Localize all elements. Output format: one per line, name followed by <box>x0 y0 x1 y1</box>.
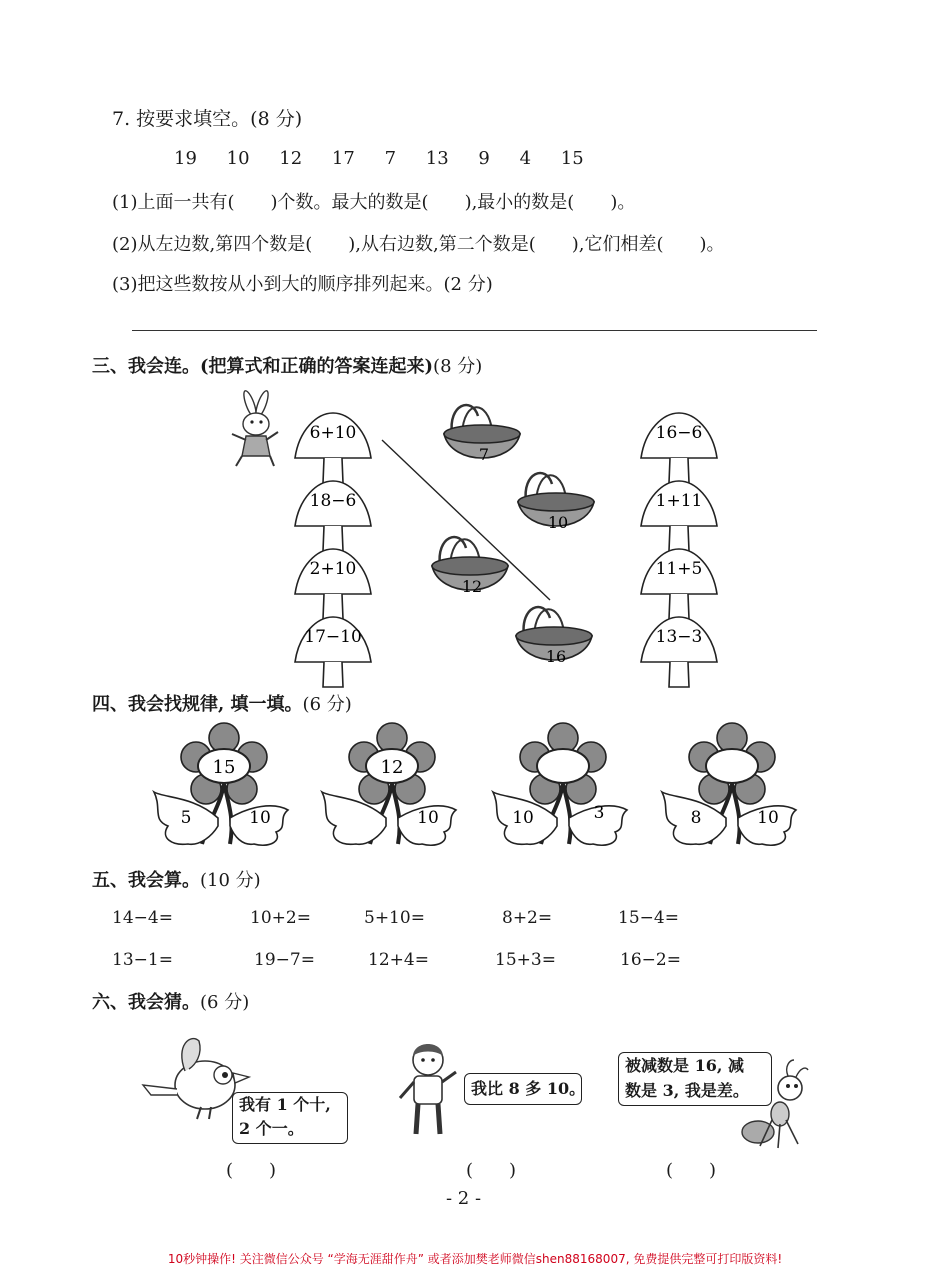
svg-text:18−6: 18−6 <box>309 491 357 511</box>
calc-item: 8+2= <box>502 908 553 928</box>
calc-item: 12+4= <box>368 950 429 970</box>
svg-text:8: 8 <box>690 808 702 828</box>
svg-text:12: 12 <box>461 577 483 596</box>
boy-icon <box>400 1044 456 1134</box>
right-mushroom[interactable] <box>641 549 717 619</box>
svg-text:12: 12 <box>380 757 404 778</box>
calc-item: 14−4= <box>112 908 173 928</box>
answer-basket[interactable] <box>518 473 594 532</box>
calc-item: 15−4= <box>618 908 679 928</box>
number-item: 4 <box>519 148 532 169</box>
svg-text:10: 10 <box>512 808 534 828</box>
left-mushroom[interactable] <box>295 413 371 483</box>
number-item: 19 <box>174 148 197 169</box>
question-7-title: 7. 按要求填空。(8 分) <box>112 108 303 130</box>
calc-item: 13−1= <box>112 950 173 970</box>
svg-text:10: 10 <box>417 808 439 828</box>
left-mushroom[interactable] <box>295 481 371 551</box>
calc-item: 19−7= <box>254 950 315 970</box>
svg-text:1+11: 1+11 <box>655 491 703 511</box>
right-mushroom[interactable] <box>641 617 717 687</box>
svg-text:16−6: 16−6 <box>655 423 703 443</box>
svg-text:6+10: 6+10 <box>309 423 357 443</box>
right-mushroom[interactable] <box>641 413 717 483</box>
answer-basket[interactable] <box>432 537 508 596</box>
number-item: 12 <box>279 148 303 169</box>
flower-puzzle[interactable] <box>662 723 796 845</box>
svg-text:13−3: 13−3 <box>655 627 703 647</box>
svg-text:15: 15 <box>212 757 236 778</box>
answer-blank[interactable]: ( ) <box>226 1160 277 1181</box>
section-3-title: 三、我会连。(把算式和正确的答案连起来)(8 分) <box>92 356 483 377</box>
rabbit-icon <box>232 389 278 466</box>
flower-puzzle[interactable] <box>493 723 627 845</box>
right-mushroom[interactable] <box>641 481 717 551</box>
svg-text:7: 7 <box>478 445 490 464</box>
page-number: - 2 - <box>446 1188 482 1209</box>
q7-sub2: (2)从左边数,第四个数是( ),从右边数,第二个数是( ),它们相差( )。 <box>112 234 725 255</box>
calc-item: 16−2= <box>620 950 681 970</box>
svg-text:10: 10 <box>757 808 779 828</box>
svg-text:3: 3 <box>593 803 605 823</box>
footer-notice: 10秒钟操作! 关注微信公众号 “学海无涯甜作舟” 或者添加樊老师微信shen88168007, 免费提供完整可打印版资料! <box>167 1252 783 1266</box>
svg-text:11+5: 11+5 <box>655 559 703 579</box>
svg-text:10: 10 <box>249 808 271 828</box>
flower-puzzle[interactable] <box>322 723 456 845</box>
answer-blank[interactable]: ( ) <box>466 1160 517 1181</box>
ant-speech-bubble: 被减数是 16, 减 数是 3, 我是差。 <box>618 1052 772 1106</box>
answer-basket[interactable] <box>516 607 592 666</box>
calc-item: 5+10= <box>364 908 425 928</box>
svg-text:17−10: 17−10 <box>304 627 362 647</box>
calc-item: 10+2= <box>250 908 311 928</box>
section-5-title: 五、我会算。(10 分) <box>92 870 261 891</box>
svg-text:10: 10 <box>547 513 569 532</box>
bird-speech-bubble: 我有 1 个十, 2 个一。 <box>232 1092 348 1144</box>
answer-blank[interactable]: ( ) <box>666 1160 717 1181</box>
svg-text:5: 5 <box>180 808 192 828</box>
section-6-title: 六、我会猜。(6 分) <box>92 992 250 1013</box>
number-item: 9 <box>478 148 490 169</box>
left-mushroom[interactable] <box>295 617 371 687</box>
number-item: 17 <box>331 148 355 169</box>
number-item: 15 <box>560 148 584 169</box>
answer-basket[interactable] <box>444 405 520 464</box>
number-item: 10 <box>226 148 250 169</box>
number-item: 13 <box>425 148 449 169</box>
flower-puzzle[interactable] <box>154 723 288 845</box>
svg-text:2+10: 2+10 <box>309 559 357 579</box>
number-item: 7 <box>384 148 397 169</box>
q7-sub1: (1)上面一共有( )个数。最大的数是( ),最小的数是( )。 <box>112 192 636 213</box>
svg-text:16: 16 <box>545 647 567 666</box>
calc-item: 15+3= <box>495 950 556 970</box>
q7-sub3: (3)把这些数按从小到大的顺序排列起来。(2 分) <box>112 274 493 295</box>
left-mushroom[interactable] <box>295 549 371 619</box>
section-4-title: 四、我会找规律, 填一填。(6 分) <box>92 694 352 715</box>
boy-speech-bubble: 我比 8 多 10。 <box>464 1073 582 1105</box>
